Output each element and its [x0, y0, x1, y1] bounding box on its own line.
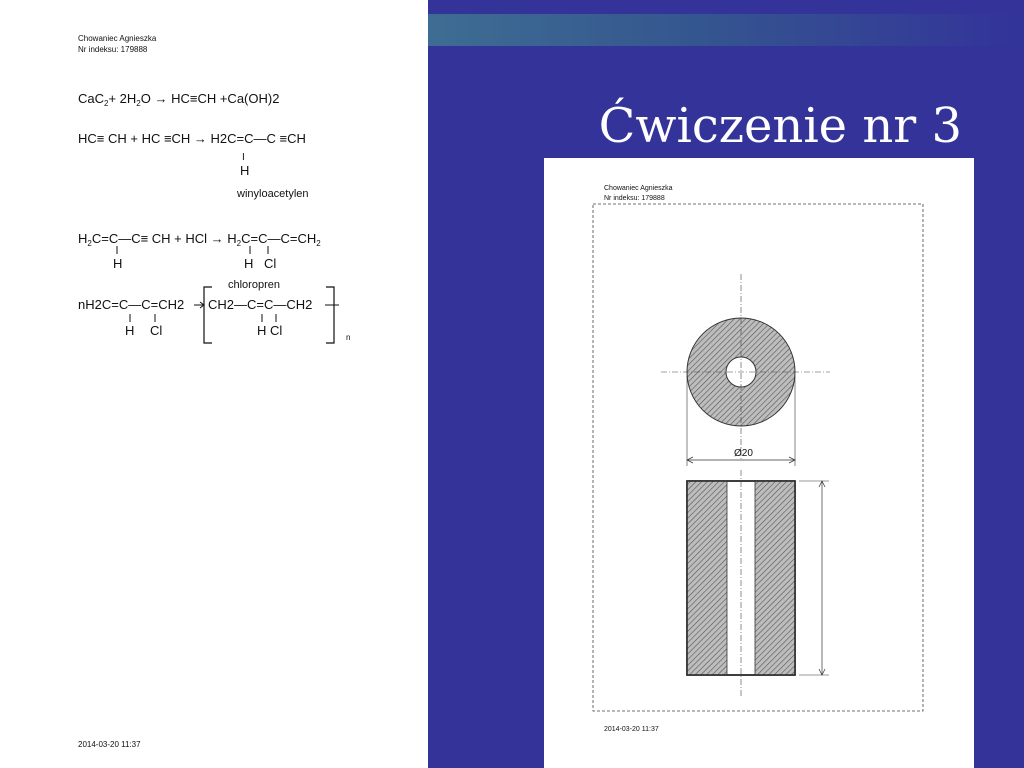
product-name-chloropren: chloropren [228, 279, 280, 291]
timestamp: 2014-03-20 11:37 [604, 726, 659, 733]
index-number: Nr indeksu: 179888 [604, 195, 665, 202]
hydrogen-label: H [240, 163, 250, 178]
chlorine-label: Cl [150, 323, 163, 338]
left-bracket [204, 287, 212, 343]
chemistry-sheet [0, 0, 428, 768]
chlorine-label: Cl [264, 256, 277, 271]
hydrogen-label: H [257, 323, 267, 338]
repeat-unit-formula: CH2—C=C—CH2 [208, 297, 313, 312]
hydrogen-label: H [113, 256, 123, 271]
hydrogen-label: H [125, 323, 135, 338]
equation-3: $H_2C=C—C\equiv$ CH + HCl → $H_2C=C—C=CH_2$ [78, 231, 321, 248]
author-name: Chowaniec Agnieszka [78, 34, 157, 43]
dimension-label: Ø20 [734, 448, 753, 459]
left-document-page [0, 0, 428, 768]
equation-1: $CaC_2+ 2H_2O \to HC\equiv CH +Ca(OH)2$ [78, 91, 280, 108]
monomer-formula: nH2C=C—C=CH2 [78, 297, 185, 312]
right-bracket [326, 287, 334, 343]
equation-2: HC≡ CH + HC ≡CH → H2C=C—C ≡CH [78, 131, 306, 146]
section-hatch-left [687, 481, 727, 675]
technical-drawing-page [544, 158, 974, 768]
header-band [428, 14, 1024, 46]
bond-mark: I [242, 152, 245, 163]
polymer-index-n: n [346, 333, 351, 342]
author-name: Chowaniec Agnieszka [604, 185, 673, 192]
technical-drawing [544, 158, 974, 768]
chlorine-label: Cl [270, 323, 283, 338]
product-name-winyloacetylen: winyloacetylen [237, 188, 309, 200]
section-hatch-right [755, 481, 795, 675]
hydrogen-label: H [244, 256, 254, 271]
slide-title: Ćwiczenie nr 3 [598, 98, 962, 154]
index-number: Nr indeksu: 179888 [78, 45, 148, 54]
timestamp: 2014-03-20 11:37 [78, 740, 141, 749]
